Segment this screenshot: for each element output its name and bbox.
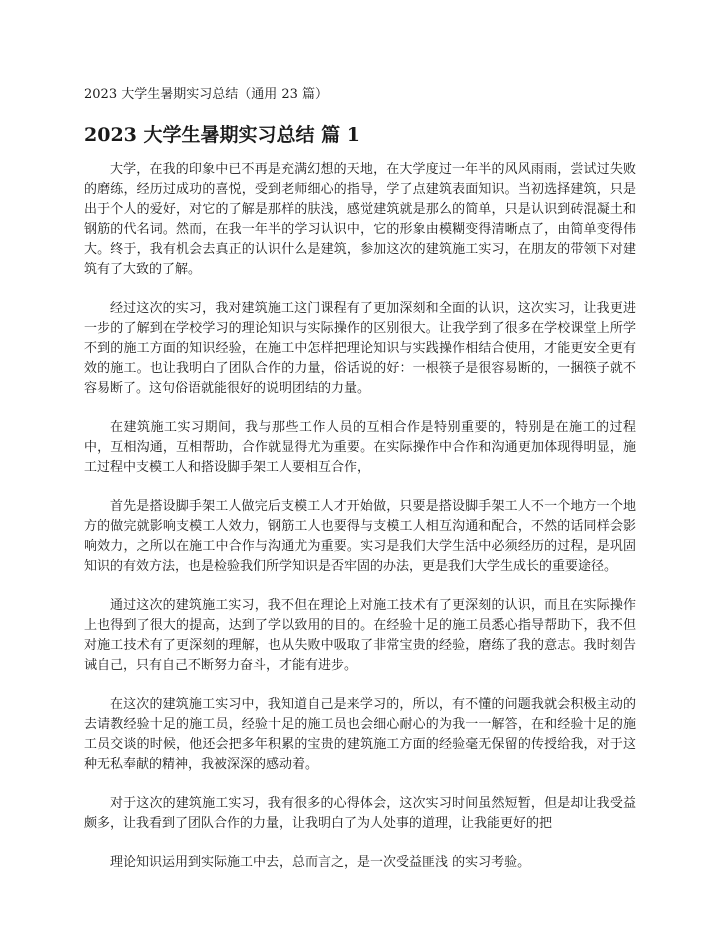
paragraph-3: 在建筑施工实习期间，我与那些工作人员的互相合作是特别重要的，特别是在施工的过程中，互相沟通，互相帮助，合作就显得尤为重要。在实际操作中合作和沟通更加体现得明显，施工过程中支模工人和搭设脚手架工人要相互合作， (84, 420, 636, 475)
paragraph-2: 经过这次的实习，我对建筑施工这门课程有了更加深刻和全面的认识，这次实习，让我更进一步的了解到在学校学习的理论知识与实际操作的区别很大。让我学到了很多在学校课堂上所学不到的施工方面的知识经验，在施工中怎样把理论知识与实践操作相结合使用，才能更安全更有效的施工。也让我明白了团队合作的力量，俗话说的好：一根筷子是很容易断的，一捆筷子就不容易断了。这句俗语就能很好的说明团结的力量。 (84, 301, 636, 396)
paragraph-6: 在这次的建筑施工实习中，我知道自己是来学习的，所以，有不懂的问题我就会积极主动的去请教经验十足的施工员，经验十足的施工员也会细心耐心的为我一一解答，在和经验十足的施工员交谈的时候，他还会把多年积累的宝贵的建筑施工方面的经验毫无保留的传授给我，对于这种无私奉献的精神，我被深深的感动着。 (84, 697, 636, 772)
document-header-title: 2023 大学生暑期实习总结（通用 23 篇） (84, 87, 329, 102)
section-heading: 2023 大学生暑期实习总结 篇 1 (84, 124, 360, 146)
document-page (84, 86, 636, 873)
document-body (84, 160, 636, 873)
paragraph-8: 理论知识运用到实际施工中去，总而言之，是一次受益匪浅 的实习考验。 (110, 855, 531, 870)
paragraph-4: 首先是搭设脚手架工人做完后支模工人才开始做，只要是搭设脚手架工人不一个地方一个地方的做完就影响支模工人效力，钢筋工人也要得与支模工人相互沟通和配合，不然的话同样会影响效力，之所以在施工中合作与沟通尤为重要。实习是我们大学生活中必须经历的过程，是巩固知识的有效方法，也是检验我们所学知识是否牢固的办法，更是我们大学生成长的重要途径。 (84, 499, 636, 574)
paragraph-1: 大学，在我的印象中已不再是充满幻想的天地，在大学度过一年半的风风雨雨，尝试过失败的磨练，经历过成功的喜悦，受到老师细心的指导，学了点建筑表面知识。当初选择建筑，只是出于个人的爱好，对它的了解是那样的肤浅，感觉建筑就是那么的简单，只是认识到砖混凝土和钢筋的代名词。然而，在我一年半的学习认识中，它的形象由模糊变得清晰点了，由简单变得伟大。终于，我有机会去真正的认识什么是建筑，参加这次的建筑施工实习，在朋友的带领下对建筑有了大致的了解。 (84, 162, 636, 277)
paragraph-5: 通过这次的建筑施工实习，我不但在理论上对施工技术有了更深刻的认识，而且在实际操作上也得到了很大的提高，达到了学以致用的目的。在经验十足的施工员悉心指导帮助下，我不但对施工技术有了更深刻的理解，也从失败中吸取了非常宝贵的经验，磨练了我的意志。我时刻告诫自己，只有自己不断努力奋斗，才能有进步。 (84, 598, 636, 673)
paragraph-7: 对于这次的建筑施工实习，我有很多的心得体会，这次实习时间虽然短暂，但是却让我受益颇多，让我看到了团队合作的力量，让我明白了为人处事的道理，让我能更好的把 (84, 796, 636, 831)
